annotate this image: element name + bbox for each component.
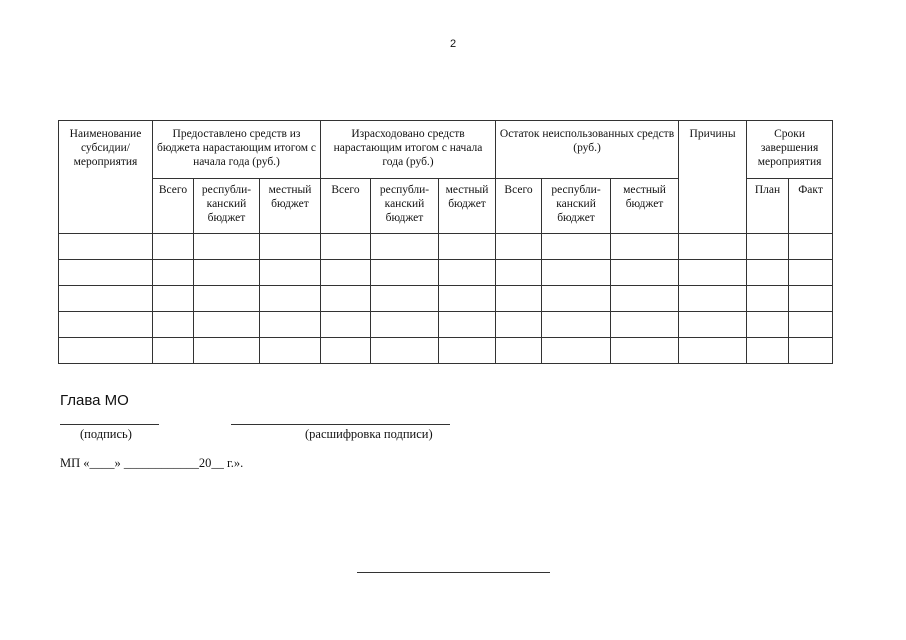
signature-line: [60, 424, 159, 425]
header-provided: Предоставлено средств из бюджета нарастающим итогом с начала года (руб.): [153, 121, 321, 179]
table-cell: [679, 260, 747, 286]
header-row-main: [59, 121, 833, 179]
table-cell: [194, 234, 260, 260]
table-cell: [439, 286, 496, 312]
table-cell: [260, 260, 321, 286]
stamp-date-line: МП «____» ____________20__ г.».: [60, 456, 244, 470]
table-cell: [542, 260, 611, 286]
header-reasons: Причины: [679, 121, 747, 234]
table-cell: [611, 312, 679, 338]
table-cell: [747, 312, 789, 338]
sub-republican: республи-канский бюджет: [371, 179, 439, 234]
table-row: [59, 234, 833, 260]
table-cell: [611, 260, 679, 286]
sub-local: местный бюджет: [260, 179, 321, 234]
table-cell: [59, 312, 153, 338]
sub-local: местный бюджет: [439, 179, 496, 234]
table-cell: [789, 234, 833, 260]
table-cell: [260, 312, 321, 338]
table-cell: [679, 234, 747, 260]
table-cell: [439, 312, 496, 338]
table-body: [59, 234, 833, 364]
table-cell: [496, 312, 542, 338]
sub-republican: республи-канский бюджет: [194, 179, 260, 234]
table-cell: [789, 312, 833, 338]
table-cell: [439, 234, 496, 260]
page-number: 2: [449, 38, 457, 50]
sub-total: Всего: [153, 179, 194, 234]
table-cell: [194, 260, 260, 286]
table-cell: [153, 338, 194, 364]
table-cell: [371, 234, 439, 260]
header-spent: Израсходовано средств нарастающим итогом с начала года (руб.): [321, 121, 496, 179]
table-cell: [747, 286, 789, 312]
table-cell: [260, 286, 321, 312]
sub-total: Всего: [496, 179, 542, 234]
table-cell: [439, 260, 496, 286]
table-cell: [260, 234, 321, 260]
table-cell: [679, 286, 747, 312]
table-cell: [789, 338, 833, 364]
table-cell: [153, 286, 194, 312]
header-deadline: Сроки завершения мероприятия: [747, 121, 833, 179]
table-cell: [321, 338, 371, 364]
table-cell: [371, 260, 439, 286]
table-cell: [59, 338, 153, 364]
table-cell: [496, 234, 542, 260]
table-cell: [371, 286, 439, 312]
table-cell: [611, 338, 679, 364]
table-cell: [371, 338, 439, 364]
table-cell: [439, 338, 496, 364]
table-cell: [679, 338, 747, 364]
table-row: [59, 286, 833, 312]
sub-fact: Факт: [789, 179, 833, 234]
table-row: [59, 312, 833, 338]
table-cell: [153, 312, 194, 338]
table-cell: [679, 312, 747, 338]
table-cell: [194, 286, 260, 312]
table-cell: [496, 286, 542, 312]
table-cell: [371, 312, 439, 338]
table-cell: [747, 234, 789, 260]
table-cell: [542, 338, 611, 364]
table-row: [59, 338, 833, 364]
table-cell: [747, 260, 789, 286]
table-cell: [747, 338, 789, 364]
sub-local: местный бюджет: [611, 179, 679, 234]
table-cell: [611, 286, 679, 312]
table-cell: [59, 234, 153, 260]
table-cell: [542, 234, 611, 260]
table-cell: [611, 234, 679, 260]
sub-total: Всего: [321, 179, 371, 234]
table-cell: [59, 260, 153, 286]
table-cell: [321, 260, 371, 286]
sub-plan: План: [747, 179, 789, 234]
bottom-separator: [357, 572, 550, 573]
table-cell: [260, 338, 321, 364]
sub-republican: республи-канский бюджет: [542, 179, 611, 234]
table-cell: [194, 312, 260, 338]
header-remainder: Остаток неиспользованных средств (руб.): [496, 121, 679, 179]
table-cell: [153, 234, 194, 260]
report-table: [58, 120, 833, 364]
table-cell: [496, 260, 542, 286]
table-cell: [59, 286, 153, 312]
table-cell: [194, 338, 260, 364]
table-cell: [321, 234, 371, 260]
table-cell: [321, 312, 371, 338]
table-cell: [542, 312, 611, 338]
table-cell: [153, 260, 194, 286]
table-cell: [542, 286, 611, 312]
signature-caption: (подпись): [80, 427, 132, 441]
table-cell: [496, 338, 542, 364]
table-row: [59, 260, 833, 286]
table-cell: [789, 286, 833, 312]
head-title: Глава МО: [60, 392, 129, 409]
table-cell: [321, 286, 371, 312]
decode-line: [231, 424, 450, 425]
header-name: Наименование субсидии/ мероприятия: [59, 121, 153, 234]
table-cell: [789, 260, 833, 286]
decode-caption: (расшифровка подписи): [305, 427, 433, 441]
